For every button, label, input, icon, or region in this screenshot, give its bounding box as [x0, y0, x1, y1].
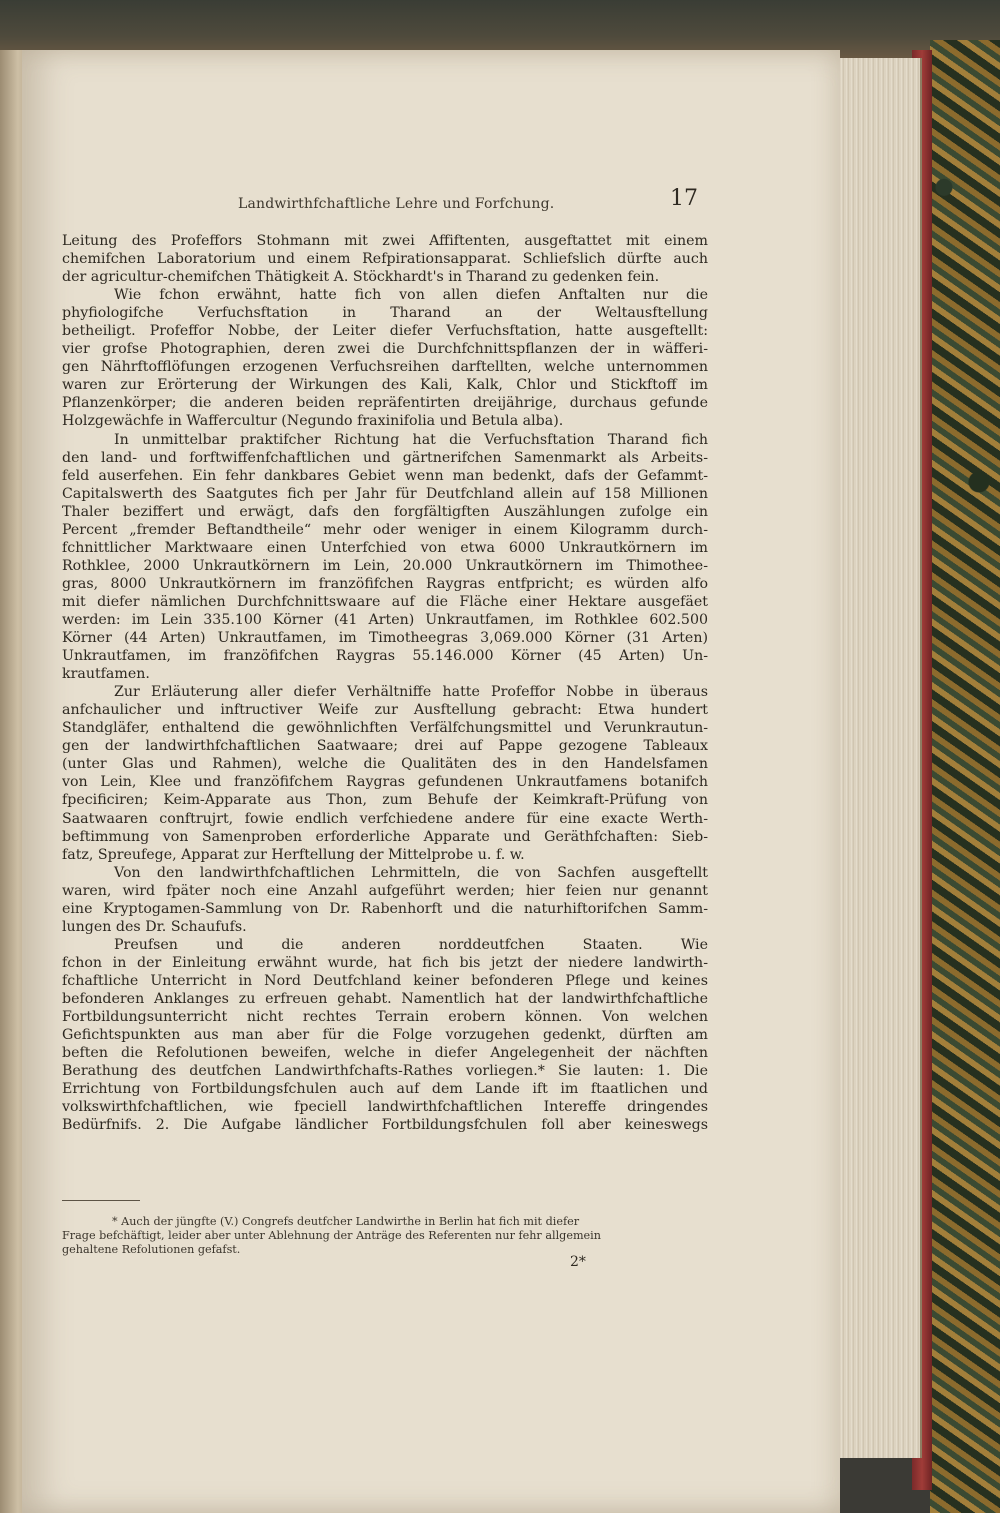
text-line: werden: im Lein 335.100 Körner (41 Arten) Unkrautfamen, im Rothklee 602.500: [62, 611, 708, 628]
text-line: fchnittlicher Marktwaare einen Unterfchied von etwa 6000 Unkrautkörnern im: [62, 539, 708, 556]
footnote-line: gehaltene Refolutionen gefafst.: [62, 1243, 241, 1256]
text-line: waren, wird fpäter noch eine Anzahl aufgeführt werden; hier feien nur genannt: [62, 882, 708, 899]
text-line: gras, 8000 Unkrautkörnern im franzöfifchen Raygras entfpricht; es würden alfo: [62, 575, 708, 592]
text-line: fchon in der Einleitung erwähnt wurde, hat fich bis jetzt der niedere landwirth-: [62, 954, 708, 971]
text-line: Gefichtspunkten aus man aber für die Folge vorzugehen gedenkt, dürften am: [62, 1027, 708, 1044]
text-line: anfchaulicher und inftructiver Weife zur Ausftellung gebracht: Etwa hundert: [62, 702, 708, 719]
text-line: Wie fchon erwähnt, hatte fich von allen diefen Anftalten nur die: [114, 287, 708, 304]
text-line: gen der landwirthfchaftlichen Saatwaare; drei auf Pappe gezogene Tableaux: [62, 738, 708, 755]
text-line: gen Nährftofflöfungen erzogenen Verfuchsreihen darftellten, welche unternommen: [62, 359, 708, 376]
text-line: Rothklee, 2000 Unkrautkörnern im Lein, 20.000 Unkrautkörnern im Thimothee-: [62, 557, 708, 574]
footnote-line: Frage befchäftigt, leider aber unter Ablehnung der Anträge des Referenten nur fehr allgemein: [62, 1229, 601, 1242]
page-number: 17: [670, 186, 698, 211]
text-line: Körner (44 Arten) Unkrautfamen, im Timotheegras 3,069.000 Körner (31 Arten): [62, 630, 708, 647]
text-line: Standgläfer, enthaltend die gewöhnlichften Verfälfchungsmittel und Verunkrautun-: [62, 720, 708, 737]
text-line: Berathung des deutfchen Landwirthfchafts-Rathes vorliegen.* Sie lauten: 1. Die: [62, 1063, 708, 1080]
text-line: betheiligt. Profeffor Nobbe, der Leiter diefer Verfuchsftation, hatte ausgeftellt:: [62, 323, 708, 340]
text-line: Zur Erläuterung aller diefer Verhältniffe hatte Profeffor Nobbe in überaus: [114, 684, 708, 701]
text-line: fpecificiren; Keim-Apparate aus Thon, zum Behufe der Keimkraft-Prüfung von: [62, 792, 708, 809]
text-line: krautfamen.: [62, 666, 150, 683]
text-line: waren zur Erörterung der Wirkungen des Kali, Kalk, Chlor und Stickftoff im: [62, 377, 708, 394]
text-line: fatz, Spreufege, Apparat zur Herftellung der Mittelprobe u. f. w.: [62, 846, 525, 863]
text-line: Preufsen und die anderen norddeutfchen Staaten. Wie: [114, 936, 708, 953]
text-line: eine Kryptogamen-Sammlung von Dr. Rabenhorft und die naturhiftorifchen Samm-: [62, 900, 708, 917]
text-line: Errichtung von Fortbildungsfchulen auch auf dem Lande ift im ftaatlichen und: [62, 1081, 708, 1098]
text-line: In unmittelbar praktifcher Richtung hat die Verfuchsftation Tharand fich: [114, 431, 708, 448]
marbled-cover: [930, 40, 1000, 1513]
text-line: Pflanzenkörper; die anderen beiden repräfentirten dreijährige, durchaus gefunde: [62, 395, 708, 412]
text-line: lungen des Dr. Schaufufs.: [62, 918, 247, 935]
text-line: (unter Glas und Rahmen), welche die Qualitäten des in den Handelsfamen: [62, 756, 708, 773]
text-line: phyfiologifche Verfuchsftation in Tharand an der Weltausftellung: [62, 305, 708, 322]
page-block-edges: [830, 58, 922, 1458]
text-line: chemifchen Laboratorium und einem Refpirationsapparat. Schliefslich dürfte auch: [62, 251, 708, 268]
text-line: beften die Refolutionen beweifen, welche in diefer Angelegenheit der nächften: [62, 1045, 708, 1062]
text-line: feld auserfehen. Ein fehr dankbares Gebiet wenn man bedenkt, dafs der Gefammt-: [62, 467, 708, 484]
text-line: Unkrautfamen, im franzöfifchen Raygras 55.146.000 Körner (45 Arten) Un-: [62, 648, 708, 665]
text-line: Percent „fremder Beftandtheile“ mehr oder weniger in einem Kilogramm durch-: [62, 521, 708, 538]
text-line: Bedürfnifs. 2. Die Aufgabe ländlicher Fortbildungsfchulen foll aber keineswegs: [62, 1117, 708, 1134]
text-line: den land- und forftwiffenfchaftlichen und gärtnerifchen Samenmarkt als Arbeits-: [62, 449, 708, 466]
footnote: [62, 1215, 708, 1257]
text-line: Holzgewächfe in Waffercultur (Negundo fraxinifolia und Betula alba).: [62, 413, 564, 430]
body-text: [62, 232, 708, 1134]
text-line: mit diefer nämlichen Durchfchnittswaare auf die Fläche einer Hektare ausgefäet: [62, 593, 708, 610]
text-line: beftimmung von Samenproben erforderliche Apparate und Geräthfchaften: Sieb-: [62, 828, 708, 845]
text-line: Leitung des Profeffors Stohmann mit zwei Affiftenten, ausgeftattet mit einem: [62, 233, 708, 249]
footnote-rule: [62, 1200, 140, 1201]
text-line: Capitalswerth des Saatgutes fich per Jahr für Deutfchland allein auf 158 Millionen: [62, 485, 708, 502]
text-line: von Lein, Klee und franzöfifchem Raygras gefundenen Unkrautfamens botanifch: [62, 774, 708, 791]
running-head: Landwirthfchaftliche Lehre und Forfchung.: [238, 196, 555, 212]
text-line: volkswirthfchaftlichen, wie fpeciell landwirthfchaftlichen Intereffe dringendes: [62, 1099, 708, 1116]
text-line: Saatwaaren conftrujrt, fowie endlich verfchiedene andere für eine exacte Werth-: [62, 810, 708, 827]
text-line: der agricultur-chemifchen Thätigkeit A. Stöckhardt's in Tharand zu gedenken fein.: [62, 269, 660, 286]
text-line: vier grofse Photographien, deren zwei die Durchfchnittspflanzen der in wäfferi-: [62, 341, 708, 358]
signature-mark: 2*: [570, 1254, 586, 1270]
text-line: fchaftliche Unterricht in Nord Deutfchland keiner befonderen Pflege und keines: [62, 972, 708, 989]
page-header: [60, 186, 710, 216]
text-line: befonderen Anklanges zu erfreuen gehabt. Namentlich hat der landwirthfchaftliche: [62, 990, 708, 1007]
footnote-line: * Auch der jüngfte (V.) Congrefs deutfcher Landwirthe in Berlin hat fich mit diefer: [112, 1215, 580, 1228]
text-line: Thaler beziffert und erwägt, dafs den forgfältigften Auszählungen zufolge ein: [62, 503, 708, 520]
text-line: Von den landwirthfchaftlichen Lehrmitteln, die von Sachfen ausgeftellt: [114, 864, 708, 881]
text-line: Fortbildungsunterricht nicht rechtes Terrain erobern können. Von welchen: [62, 1009, 708, 1026]
